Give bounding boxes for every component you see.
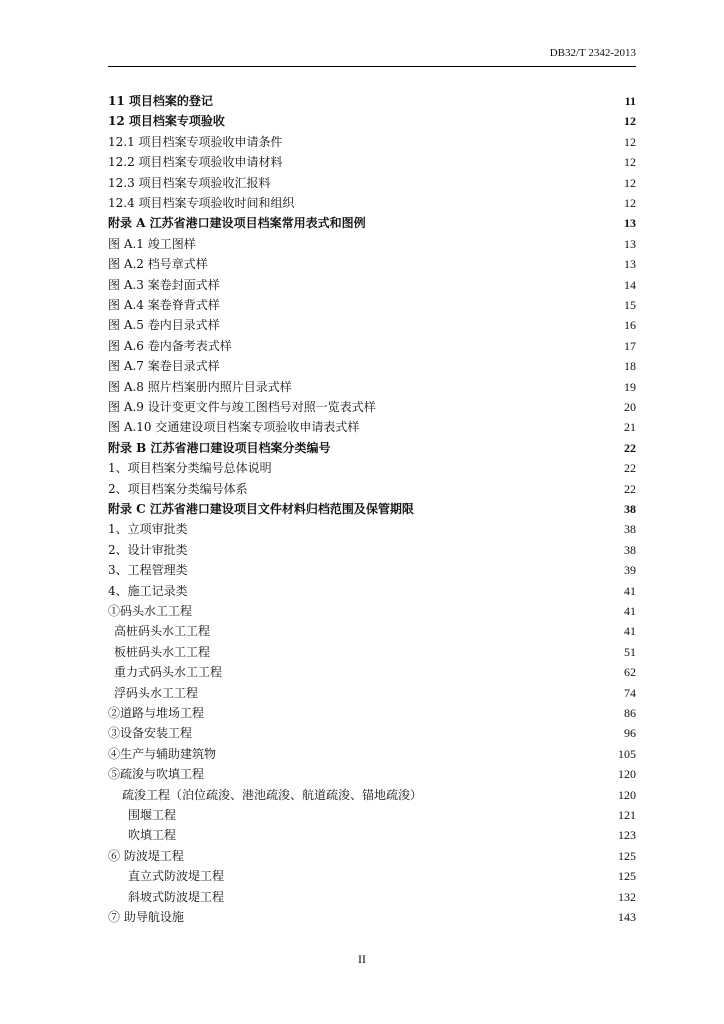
toc-entry-title: 12.2 项目档案专项验收申请材料 (108, 155, 283, 170)
toc-entry[interactable] (108, 761, 636, 781)
toc-entry-page: 86 (624, 706, 636, 720)
toc-entry-title: 12.4 项目档案专项验收时间和组织 (108, 196, 295, 210)
toc-entry[interactable] (108, 496, 636, 516)
toc-entry[interactable] (108, 659, 636, 679)
toc-entry-page: 21 (624, 420, 636, 435)
toc-entry-page: 13 (624, 216, 636, 231)
toc-entry-title: ②道路与堆场工程 (108, 706, 205, 720)
toc-entry-page: 12 (624, 114, 636, 129)
toc-leader-dots (198, 237, 622, 249)
toc-leader-dots (226, 869, 616, 881)
toc-entry-title: 1、项目档案分类编号总体说明 (108, 461, 272, 476)
toc-entry[interactable] (108, 476, 636, 496)
toc-entry-title: 2、项目档案分类编号体系 (108, 481, 248, 496)
toc-entry-page: 22 (624, 461, 636, 476)
toc-entry-title: 围堰工程 (128, 808, 177, 822)
toc-entry-page: 38 (624, 542, 636, 557)
toc-entry-title: 斜坡式防波堤工程 (128, 889, 225, 904)
toc-entry[interactable] (108, 312, 636, 332)
toc-entry[interactable] (108, 516, 636, 536)
toc-leader-dots (186, 849, 616, 861)
toc-entry-title: 图 A.1 竣工图样 (108, 236, 196, 251)
toc-leader-dots (273, 176, 622, 188)
toc-leader-dots (190, 563, 622, 575)
toc-entry-page: 96 (624, 726, 636, 741)
toc-entry[interactable] (108, 557, 636, 577)
toc-entry[interactable] (108, 292, 636, 312)
toc-entry-title: 图 A.10 交通建设项目档案专项验收申请表式样 (108, 420, 360, 435)
toc-entry-page: 121 (618, 808, 636, 822)
toc-leader-dots (222, 278, 622, 290)
toc-entry-page: 20 (624, 400, 636, 414)
toc-entry-page: 120 (618, 767, 636, 782)
toc-entry[interactable] (108, 904, 636, 924)
toc-entry-title: 图 A.6 卷内备考表式样 (108, 338, 232, 353)
toc-leader-dots (200, 686, 622, 698)
header-rule (108, 66, 636, 67)
toc-entry[interactable] (108, 333, 636, 353)
toc-entry-title: 图 A.9 设计变更文件与竣工图档号对照一览表式样 (108, 400, 376, 414)
toc-entry-page: 13 (624, 257, 636, 272)
toc-entry[interactable] (108, 251, 636, 271)
toc-leader-dots (190, 522, 622, 534)
toc-leader-dots (368, 216, 622, 228)
toc-leader-dots (210, 257, 622, 269)
toc-entry[interactable] (108, 863, 636, 883)
toc-entry-page: 120 (618, 787, 636, 802)
toc-entry-title: ①码头水工工程 (108, 604, 193, 618)
toc-entry-title: 重力式码头水工工程 (114, 665, 223, 680)
toc-entry-page: 38 (624, 522, 636, 537)
toc-leader-dots (212, 624, 622, 636)
toc-entry-title: 12.3 项目档案专项验收汇报料 (108, 175, 271, 190)
toc-entry-page: 14 (624, 277, 636, 292)
toc-entry[interactable] (108, 884, 636, 904)
toc-entry-title: 图 A.2 档号章式样 (108, 257, 208, 272)
toc-entry-title: ⑥ 防波堤工程 (108, 848, 184, 863)
toc-entry-title: 附录 A 江苏省港口建设项目档案常用表式和图例 (108, 216, 366, 231)
toc-leader-dots (194, 604, 622, 616)
toc-entry-title: 图 A.5 卷内目录式样 (108, 318, 220, 333)
toc-leader-dots (190, 584, 622, 596)
toc-entry-page: 11 (624, 94, 636, 108)
toc-entry-page: 22 (624, 440, 636, 455)
toc-entry-page: 12 (624, 196, 636, 210)
toc-leader-dots (178, 828, 616, 840)
toc-leader-dots (285, 135, 622, 147)
toc-leader-dots (224, 665, 622, 677)
toc-leader-dots (206, 706, 622, 718)
toc-entry[interactable] (108, 822, 636, 842)
toc-entry[interactable] (108, 639, 636, 659)
toc-leader-dots (333, 441, 623, 453)
toc-entry[interactable] (108, 394, 636, 414)
toc-entry-title: 图 A.3 案卷封面式样 (108, 277, 220, 292)
toc-entry-page: 74 (624, 685, 636, 700)
toc-entry-title: 图 A.4 案卷脊背式样 (108, 298, 220, 312)
toc-entry-title: 高桩码头水工工程 (114, 624, 211, 639)
toc-entry-title: 12.1 项目档案专项验收申请条件 (108, 134, 283, 149)
toc-entry-title: ⑤疏浚与吹填工程 (108, 767, 205, 782)
toc-entry[interactable] (108, 843, 636, 863)
toc-entry-page: 13 (624, 236, 636, 251)
toc-entry-page: 16 (624, 318, 636, 333)
toc-leader-dots (212, 645, 622, 657)
toc-leader-dots (378, 400, 622, 412)
toc-entry[interactable] (108, 618, 636, 638)
toc-entry-title: 浮码头水工工程 (114, 685, 199, 700)
toc-entry[interactable] (108, 741, 636, 761)
toc-leader-dots (361, 420, 622, 432)
toc-leader-dots (186, 910, 616, 922)
toc-entry[interactable] (108, 598, 636, 618)
toc-entry-page: 123 (618, 828, 636, 843)
toc-leader-dots (194, 726, 622, 738)
toc-leader-dots (222, 318, 622, 330)
toc-entry[interactable] (108, 720, 636, 740)
toc-entry-title: 疏浚工程（泊位疏浚、港池疏浚、航道疏浚、锚地疏浚） (122, 787, 423, 802)
toc-entry-title: 12 项目档案专项验收 (108, 114, 225, 129)
toc-leader-dots (424, 788, 616, 800)
toc-entry[interactable] (108, 802, 636, 822)
toc-entry-page: 12 (624, 134, 636, 149)
toc-entry-page: 143 (618, 910, 636, 924)
toc-leader-dots (234, 339, 622, 351)
toc-entry-page: 18 (624, 359, 636, 374)
toc-entry[interactable] (108, 231, 636, 251)
toc-leader-dots (178, 808, 616, 820)
toc-entry-title: ④生产与辅助建筑物 (108, 746, 217, 761)
toc-entry-title: ③设备安装工程 (108, 726, 193, 741)
toc-entry[interactable] (108, 782, 636, 802)
document-code: DB32/T 2342-2013 (549, 47, 636, 59)
toc-entry-title: 附录 C 江苏省港口建设项目文件材料归档范围及保管期限 (108, 502, 414, 516)
toc-entry-title: 板桩码头水工工程 (114, 644, 211, 659)
toc-entry-page: 12 (624, 155, 636, 170)
toc-entry[interactable] (108, 578, 636, 598)
toc-entry[interactable] (108, 190, 636, 210)
toc-leader-dots (222, 298, 622, 310)
toc-entry-title: 11 项目档案的登记 (108, 94, 213, 108)
toc-entry-title: 附录 B 江苏省港口建设项目档案分类编号 (108, 440, 331, 455)
toc-entry[interactable] (108, 680, 636, 700)
toc-entry-page: 12 (624, 175, 636, 190)
toc-leader-dots (250, 482, 622, 494)
toc-entry-title: 2、设计审批类 (108, 542, 188, 557)
toc-entry-page: 125 (618, 869, 636, 884)
toc-leader-dots (416, 502, 622, 514)
toc-entry-title: 直立式防波堤工程 (128, 869, 225, 884)
toc-leader-dots (215, 94, 623, 106)
toc-entry-title: ⑦ 助导航设施 (108, 910, 184, 924)
toc-entry-title: 图 A.8 照片档案册内照片目录式样 (108, 379, 292, 394)
toc-leader-dots (206, 767, 616, 779)
toc-leader-dots (294, 380, 622, 392)
toc-entry-page: 41 (624, 624, 636, 639)
toc-leader-dots (222, 359, 622, 371)
toc-entry[interactable] (108, 149, 636, 169)
toc-entry-page: 105 (618, 746, 636, 761)
toc-entry-page: 19 (624, 379, 636, 394)
toc-entry[interactable] (108, 700, 636, 720)
toc-entry[interactable] (108, 455, 636, 475)
toc-entry-page: 125 (618, 848, 636, 863)
toc-entry[interactable] (108, 435, 636, 455)
toc-leader-dots (285, 155, 622, 167)
toc-leader-dots (190, 543, 622, 555)
toc-entry[interactable] (108, 272, 636, 292)
toc-entry[interactable] (108, 414, 636, 434)
toc-entry-page: 41 (624, 583, 636, 598)
toc-leader-dots (226, 890, 616, 902)
toc-entry-page: 38 (624, 502, 636, 516)
toc-entry-page: 132 (618, 889, 636, 904)
toc-entry[interactable] (108, 353, 636, 373)
toc-entry[interactable] (108, 108, 636, 128)
toc-entry-title: 1、立项审批类 (108, 522, 188, 537)
toc-entry[interactable] (108, 374, 636, 394)
toc-entry-title: 4、施工记录类 (108, 583, 188, 598)
toc-entry-page: 41 (624, 604, 636, 618)
toc-leader-dots (274, 461, 622, 473)
toc-entry-page: 39 (624, 563, 636, 578)
toc-entry-title: 吹填工程 (128, 828, 177, 843)
toc-entry-page: 62 (624, 665, 636, 680)
toc-entry-page: 17 (624, 338, 636, 353)
toc-entry-title: 3、工程管理类 (108, 563, 188, 578)
toc-entry[interactable] (108, 537, 636, 557)
toc-entry[interactable] (108, 210, 636, 230)
toc-entry-page: 15 (624, 298, 636, 312)
page-number: II (358, 952, 366, 966)
toc-entry[interactable] (108, 88, 636, 108)
toc-leader-dots (227, 114, 622, 126)
toc-entry[interactable] (108, 129, 636, 149)
toc-entry-page: 51 (624, 644, 636, 659)
toc-entry[interactable] (108, 170, 636, 190)
toc-leader-dots (297, 196, 622, 208)
toc-entry-title: 图 A.7 案卷目录式样 (108, 359, 220, 374)
toc-leader-dots (218, 747, 616, 759)
toc-entry-page: 22 (624, 481, 636, 496)
